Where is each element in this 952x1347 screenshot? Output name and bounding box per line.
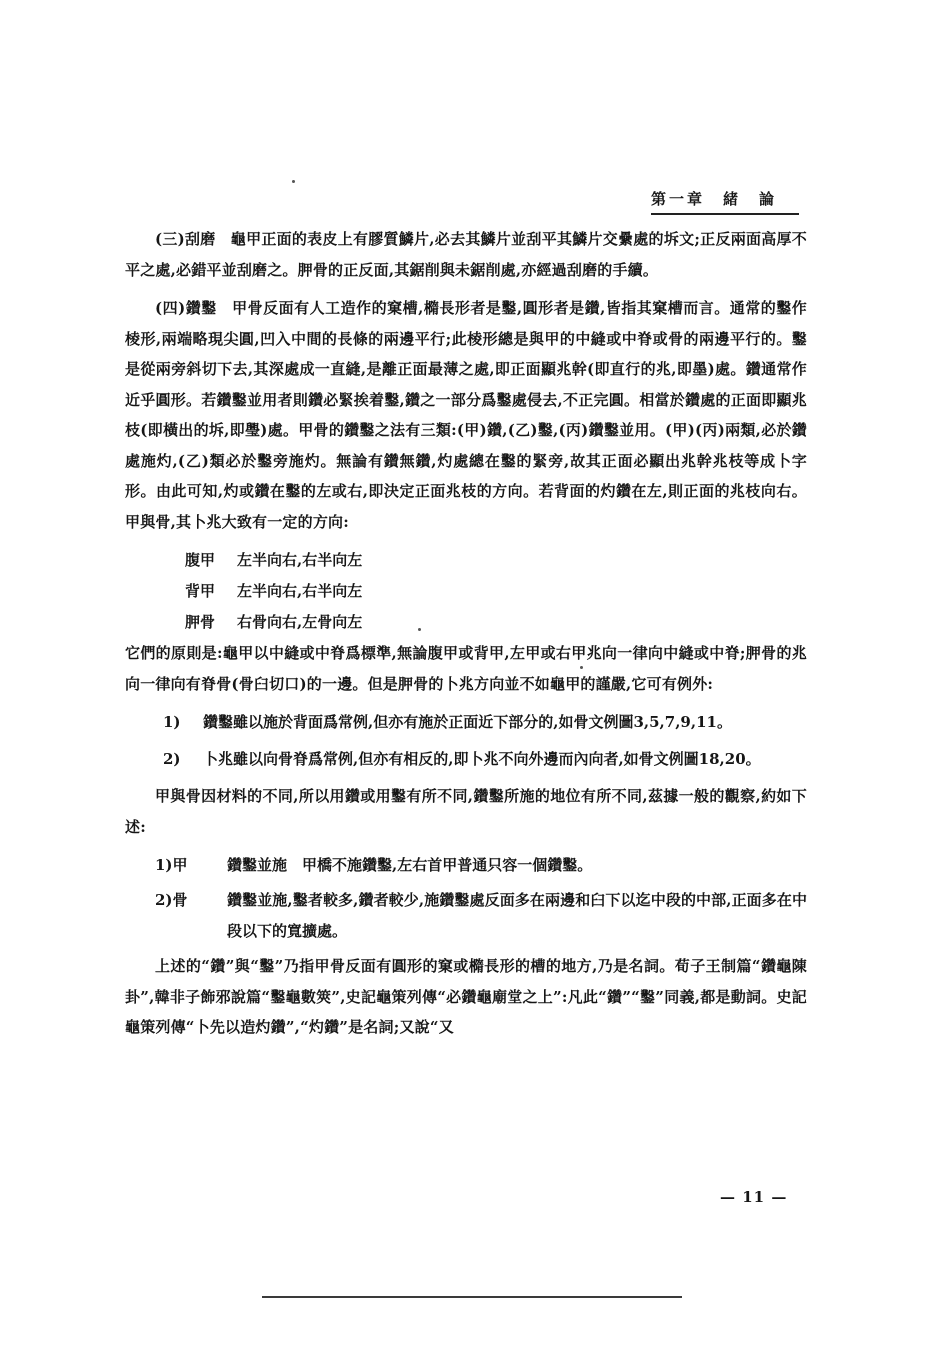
direction-rule: 左半向右,右半向左 — [237, 551, 363, 569]
exception-text: 鑽鑿雖以施於背面爲常例,但亦有施於正面近下部分的,如骨文例圖3,5,7,9,11。 — [203, 713, 732, 731]
material-label: 1)甲 — [155, 856, 188, 874]
page-number: — 11 — — [720, 1188, 788, 1206]
direction-item — [185, 545, 807, 576]
material-text: 鑽鑿並施,鑿者較多,鑽者較少,施鑽鑿處反面多在兩邊和臼下以迄中段的中部,正面多在中段以下的寬擴處。 — [227, 891, 807, 940]
scan-speck — [580, 666, 583, 669]
material-item — [155, 850, 807, 881]
body-text — [125, 224, 807, 1051]
paragraph-principles: 它們的原則是:龜甲以中縫或中脊爲標準,無論腹甲或背甲,左甲或右甲兆向一律向中縫或中脊;胛骨的兆向一律向有脊骨(骨臼切口)的一邊。但是胛骨的卜兆方向並不如龜甲的謹嚴,它可有例外: — [125, 644, 807, 693]
direction-part: 胛骨 — [185, 613, 216, 631]
bottom-rule — [262, 1296, 682, 1298]
exception-list — [125, 707, 807, 775]
material-list — [155, 850, 807, 947]
scan-speck — [418, 628, 421, 631]
paragraph-scraping: (三)刮磨 龜甲正面的表皮上有膠質鱗片,必去其鱗片並刮平其鱗片交纍處的坼文;正反兩面高厚不平之處,必錯平並刮磨之。胛骨的正反面,其鋸削與未鋸削處,亦經過刮磨的手續。 — [125, 230, 807, 279]
crack-direction-list — [185, 545, 807, 638]
direction-item — [185, 607, 807, 638]
material-label: 2)骨 — [155, 891, 188, 909]
exception-text: 卜兆雖以向骨脊爲常例,但亦有相反的,即卜兆不向外邊而內向者,如骨文例圖18,20。 — [203, 750, 761, 768]
exception-number: 2) — [163, 750, 181, 768]
scan-speck — [292, 180, 295, 183]
exception-number: 1) — [163, 713, 181, 731]
material-text: 鑽鑿並施 甲橋不施鑽鑿,左右首甲普通只容一個鑽鑿。 — [227, 856, 593, 874]
material-item — [155, 885, 807, 947]
paragraph-materials-intro: 甲與骨因材料的不同,所以用鑽或用鑿有所不同,鑽鑿所施的地位有所不同,茲據一般的觀察,約如下述: — [125, 787, 807, 836]
exception-item — [125, 744, 807, 775]
running-header: 第一章 緒 論 — [651, 188, 799, 215]
direction-item — [185, 576, 807, 607]
direction-part: 背甲 — [185, 582, 216, 600]
direction-part: 腹甲 — [185, 551, 216, 569]
direction-rule: 左半向右,右半向左 — [237, 582, 363, 600]
direction-rule: 右骨向右,左骨向左 — [237, 613, 363, 631]
paragraph-terms: 上述的“鑽”與“鑿”乃指甲骨反面有圓形的窠或橢長形的槽的地方,乃是名詞。荀子王制篇“鑽龜陳卦”,韓非子飾邪說篇“鑿龜數筴”,史記龜策列傳“必鑽龜廟堂之上”:凡此“鑽”“鑿”同義,都是動詞。史記龜策列傳“卜先以造灼鑽”,“灼鑽”是名詞;又說“又 — [125, 957, 807, 1036]
paragraph-drilling-chiseling: (四)鑽鑿 甲骨反面有人工造作的窠槽,橢長形者是鑿,圓形者是鑽,皆指其窠槽而言。通常的鑿作棱形,兩端略現尖圓,凹入中間的長條的兩邊平行;此棱形總是與甲的中縫或中脊或骨的兩邊平行的。鑿是從兩旁斜切下去,其深處成一直縫,是離正面最薄之處,即正面顯兆幹(即直行的兆,即墨)處。鑽通常作近乎圓形。若鑽鑿並用者則鑽必緊挨着鑿,鑽之一部分爲鑿處侵去,不正完圓。相當於鑽處的正面即顯兆枝(即橫出的坼,即璺)處。甲骨的鑽鑿之法有三類:(甲)鑽,(乙)鑿,(丙)鑽鑿並用。(甲)(丙)兩類,必於鑽處施灼,(乙)類必於鑿旁施灼。無論有鑽無鑽,灼處總在鑿的緊旁,故其正面必顯出兆幹兆枝等成卜字形。由此可知,灼或鑽在鑿的左或右,即決定正面兆枝的方向。若背面的灼鑽在左,則正面的兆枝向右。甲與骨,其卜兆大致有一定的方向: — [125, 299, 807, 531]
exception-item — [125, 707, 807, 738]
